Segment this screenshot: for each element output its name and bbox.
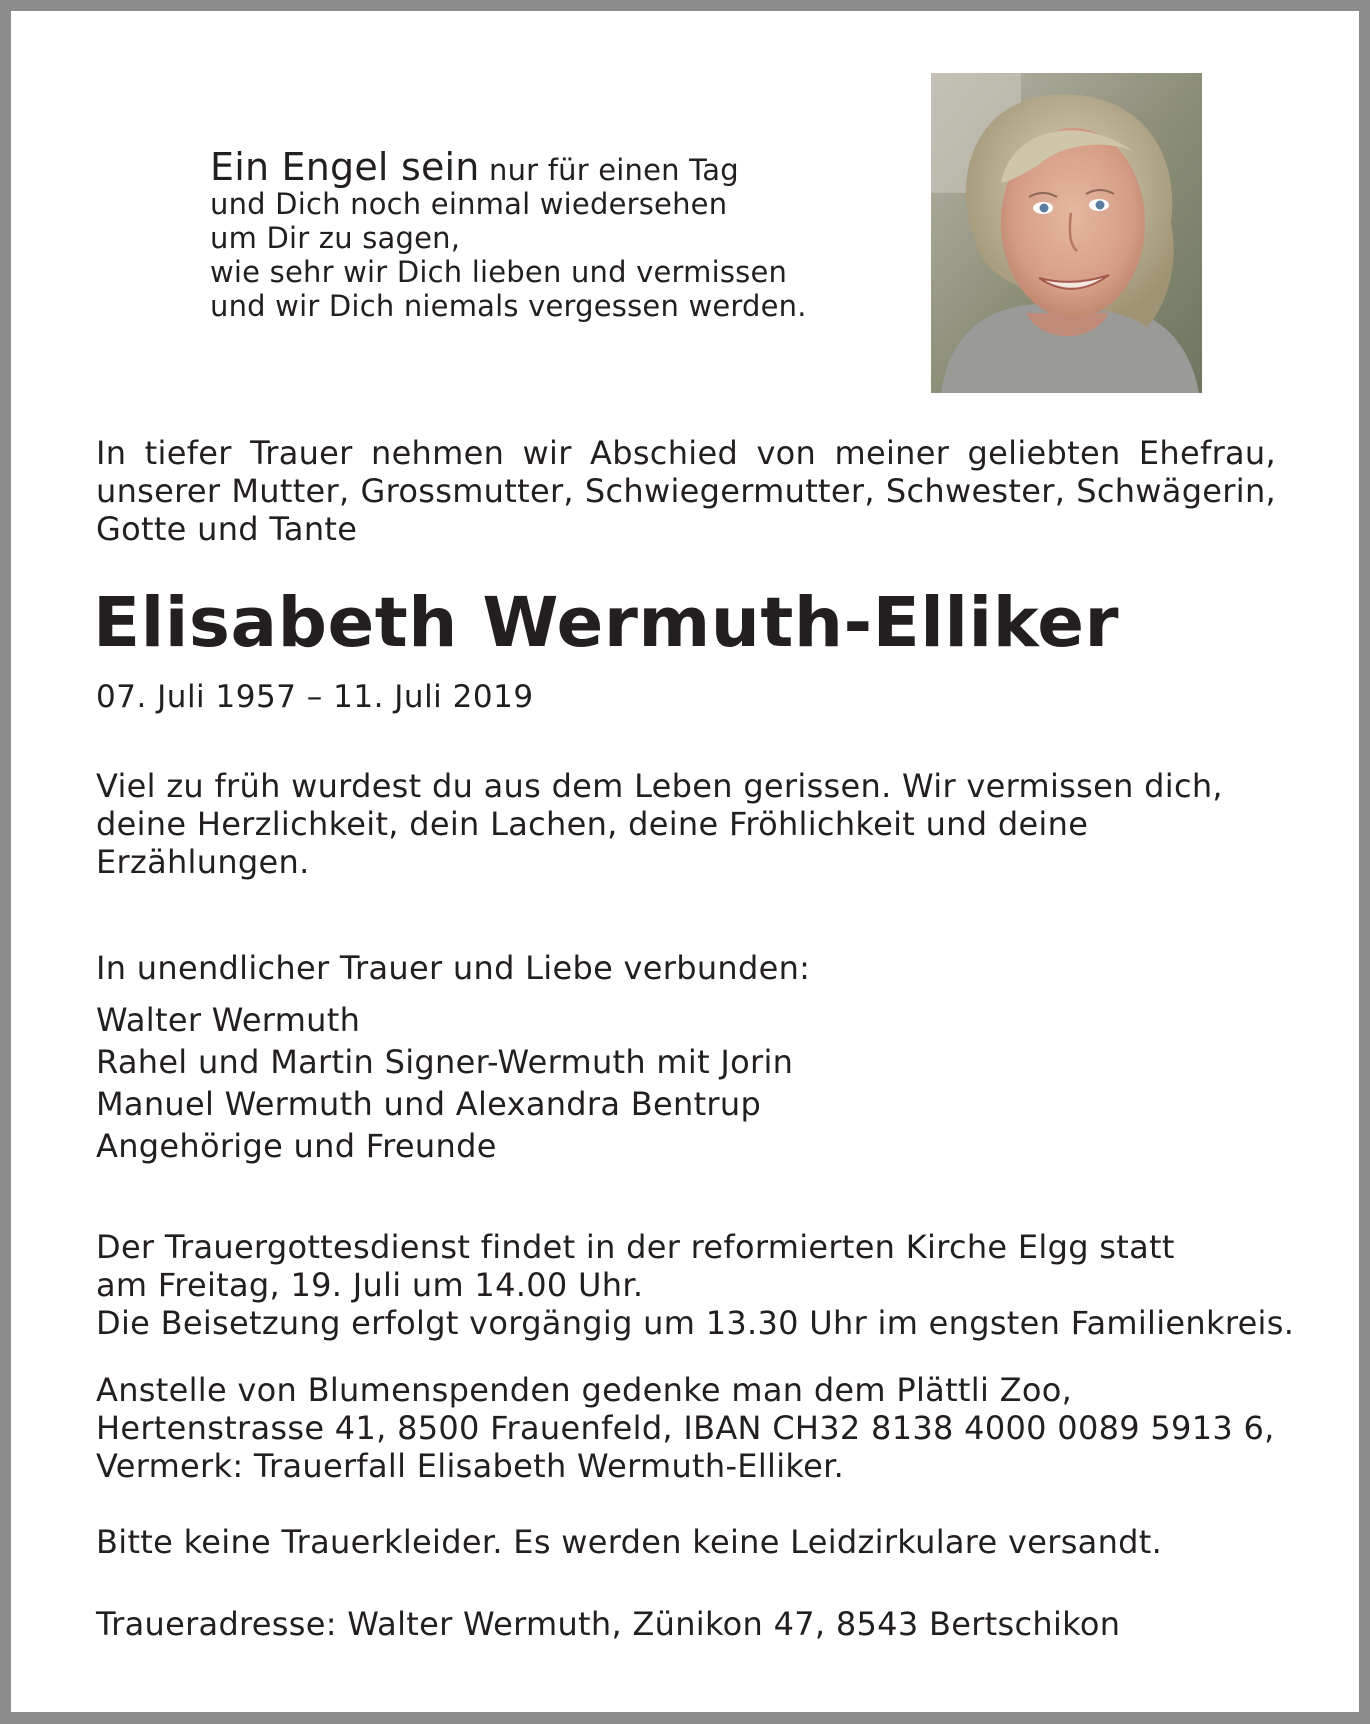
deceased-name: Elisabeth Wermuth-Elliker	[93, 583, 1120, 663]
mourners-list	[96, 999, 793, 1167]
intro-line: Gotte und Tante	[96, 510, 358, 548]
portrait-photo-image	[931, 73, 1202, 393]
mourners-heading: In unendlicher Trauer und Liebe verbunden:	[96, 949, 811, 987]
donation-line: Anstelle von Blumenspenden gedenke man dem Plättli Zoo,	[96, 1371, 1073, 1409]
mourner-name: Walter Wermuth	[96, 1001, 361, 1039]
poem-line-1	[210, 145, 807, 189]
poem-line: wie sehr wir Dich lieben und vermissen	[210, 255, 788, 289]
intro-text	[96, 434, 1276, 548]
service-info	[96, 1228, 1294, 1342]
poem-lead: Ein Engel sein	[210, 145, 480, 189]
mourner-name: Manuel Wermuth und Alexandra Bentrup	[96, 1085, 762, 1123]
life-dates: 07. Juli 1957 – 11. Juli 2019	[96, 679, 534, 715]
donation-line: Vermerk: Trauerfall Elisabeth Wermuth-Elliker.	[96, 1447, 845, 1485]
poem	[210, 145, 807, 323]
service-line: Der Trauergottesdienst findet in der reformierten Kirche Elgg statt	[96, 1228, 1175, 1266]
donation-line: Hertenstrasse 41, 8500 Frauenfeld, IBAN CH32 8138 4000 0089 5913 6,	[96, 1409, 1275, 1447]
clothing-notice: Bitte keine Trauerkleider. Es werden keine Leidzirkulare versandt.	[96, 1523, 1163, 1561]
donation-info	[96, 1371, 1275, 1485]
service-line: am Freitag, 19. Juli um 14.00 Uhr.	[96, 1266, 644, 1304]
intro-line: In tiefer Trauer nehmen wir Abschied von meiner geliebten Ehefrau,	[96, 434, 1276, 472]
poem-lead-rest: nur für einen Tag	[479, 153, 739, 187]
tribute-line: deine Herzlichkeit, dein Lachen, deine Fröhlichkeit und deine	[96, 805, 1089, 843]
mourner-name: Angehörige und Freunde	[96, 1127, 497, 1165]
portrait-photo	[931, 73, 1202, 393]
service-line: Die Beisetzung erfolgt vorgängig um 13.30 Uhr im engsten Familienkreis.	[96, 1304, 1295, 1342]
tribute-text	[96, 767, 1223, 881]
tribute-line: Erzählungen.	[96, 843, 310, 881]
intro-line: unserer Mutter, Grossmutter, Schwiegermutter, Schwester, Schwägerin,	[96, 472, 1276, 510]
poem-line: und wir Dich niemals vergessen werden.	[210, 289, 807, 323]
poem-line: um Dir zu sagen,	[210, 221, 461, 255]
mourner-name: Rahel und Martin Signer-Wermuth mit Jorin	[96, 1043, 794, 1081]
mourning-address: Traueradresse: Walter Wermuth, Zünikon 47, 8543 Bertschikon	[96, 1605, 1121, 1643]
tribute-line: Viel zu früh wurdest du aus dem Leben gerissen. Wir vermissen dich,	[96, 767, 1223, 805]
poem-line: und Dich noch einmal wiedersehen	[210, 187, 728, 221]
